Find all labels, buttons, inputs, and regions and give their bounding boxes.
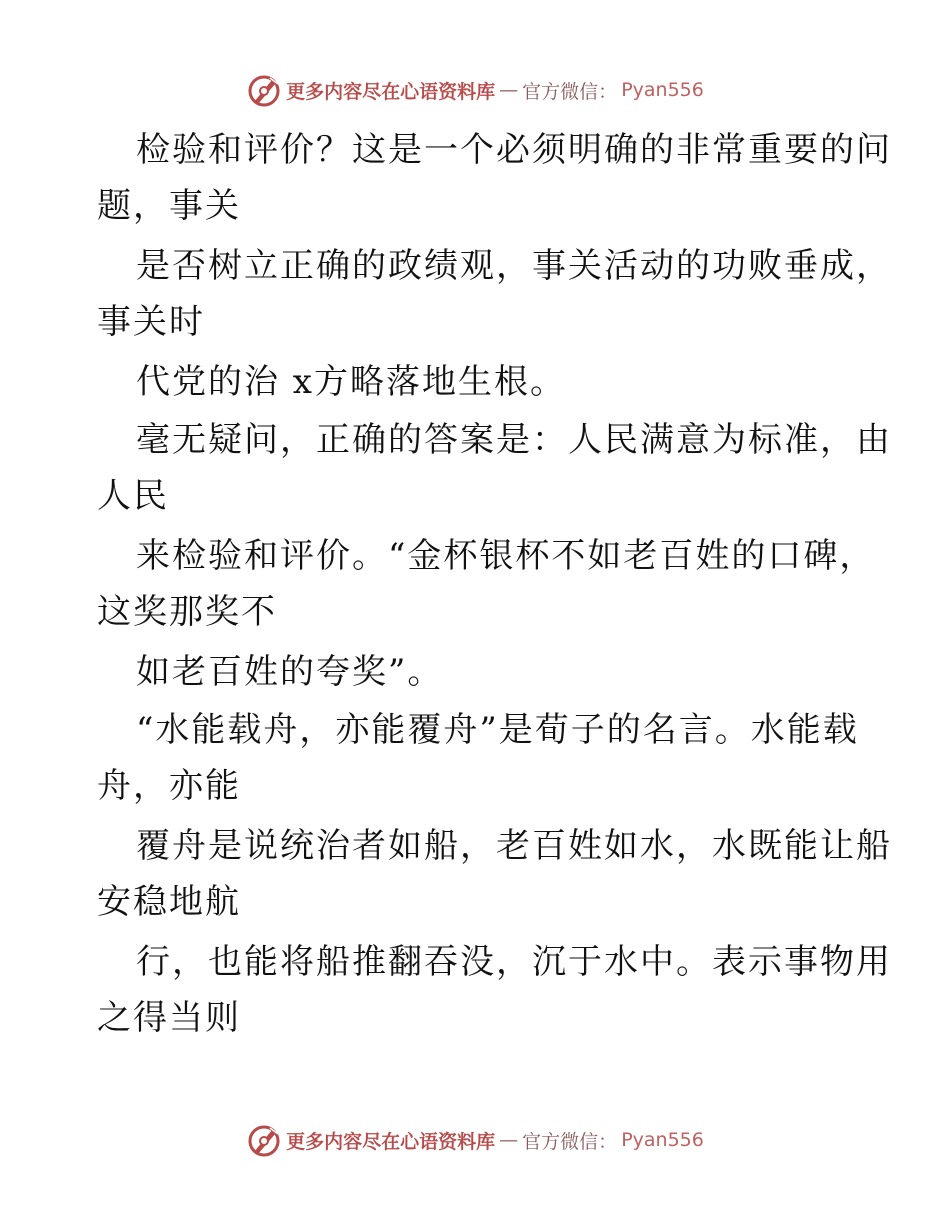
text-line: 是否树立正确的政绩观，事关活动的功败垂成， — [136, 246, 892, 286]
footer-banner — [0, 1120, 950, 1160]
footer-banner-wechat-id: Pyan556 — [621, 1129, 704, 1151]
text-line: 覆舟是说统治者如船，老百姓如水，水既能让船 — [136, 826, 892, 866]
pen-logo-icon — [246, 72, 282, 108]
footer-banner-wechat-label: 官方微信： — [522, 1130, 618, 1153]
text-line: 人民 — [97, 476, 169, 516]
text-line: 如老百姓的夸奖”。 — [136, 652, 444, 692]
text-line: 题，事关 — [97, 186, 241, 226]
text-line: 舟，亦能 — [97, 766, 241, 806]
text-line: 这奖那奖不 — [97, 592, 277, 632]
text-line: 安稳地航 — [97, 882, 241, 922]
text-line: 来检验和评价。“金杯银杯不如老百姓的口碑， — [136, 536, 876, 576]
footer-banner-content — [246, 1122, 704, 1158]
pen-logo-icon — [246, 1122, 282, 1158]
text-line: 之得当则 — [97, 998, 241, 1038]
header-banner-wechat-label: 官方微信： — [522, 80, 618, 103]
header-banner — [0, 70, 950, 110]
text-line: 行，也能将船推翻吞没，沉于水中。表示事物用 — [136, 942, 892, 982]
text-line: 毫无疑问，正确的答案是：人民满意为标准，由 — [136, 420, 892, 460]
footer-banner-title: 更多内容尽在心语资料库 — [286, 1130, 496, 1153]
header-banner-content — [246, 72, 704, 108]
header-banner-dash: — — [499, 79, 519, 101]
text-line: 事关时 — [97, 302, 205, 342]
text-line: “水能载舟，亦能覆舟”是荀子的名言。水能载 — [136, 710, 859, 750]
header-banner-wechat-id: Pyan556 — [621, 79, 704, 101]
text-line: 检验和评价？这是一个必须明确的非常重要的问 — [136, 130, 892, 170]
text-line: 代党的治 x方略落地生根。 — [136, 362, 566, 402]
header-banner-title: 更多内容尽在心语资料库 — [286, 80, 496, 103]
footer-banner-dash: — — [499, 1129, 519, 1151]
